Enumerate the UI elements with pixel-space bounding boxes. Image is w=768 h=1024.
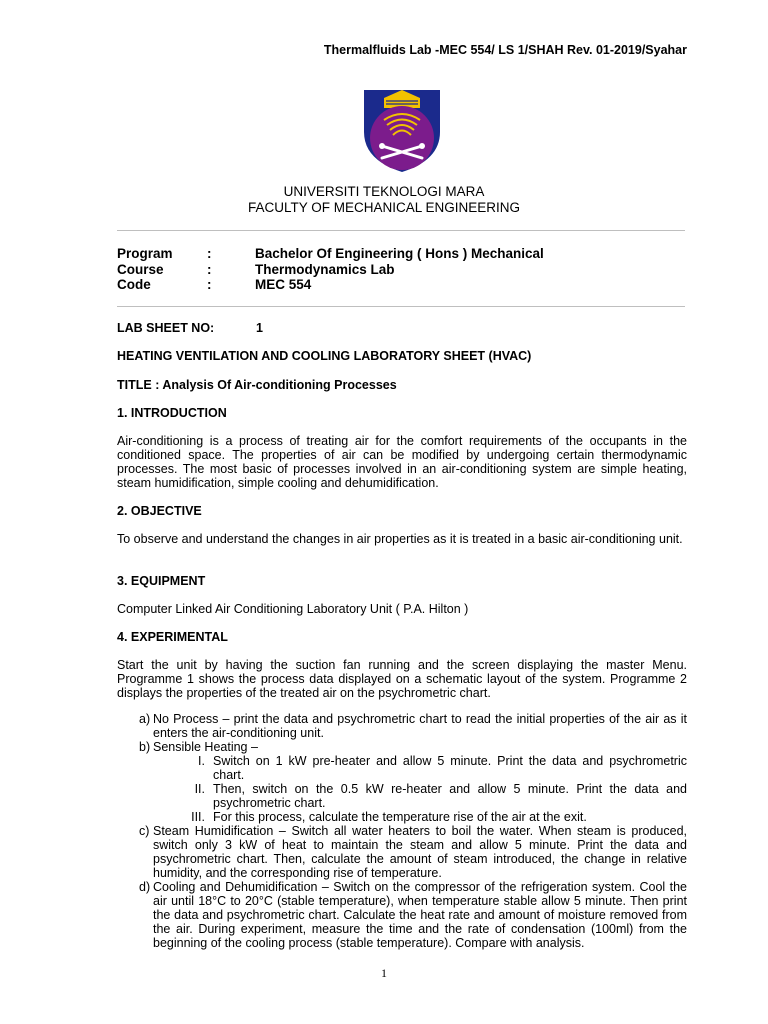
code-value: MEC 554 — [255, 277, 312, 292]
sub-list-marker: III. — [191, 810, 205, 824]
code-row — [117, 277, 685, 293]
sub-list — [153, 754, 687, 824]
sub-list-item — [153, 782, 687, 810]
experimental-heading: 4. EXPERIMENTAL — [117, 630, 228, 644]
lab-sheet-number: 1 — [256, 321, 263, 335]
lab-sheet-line — [117, 321, 687, 335]
list-item-text: Steam Humidification – Switch all water heaters to boil the water. When steam is produced, switch only 3 kW of heat to maintain the steam and allow 5 minute. Print the data and psychrometric chart. Then, calculate the amount of steam introduced, the change in relative humidity, and the corresponding rise of temperature. — [153, 824, 687, 880]
university-heading — [0, 184, 768, 216]
introduction-body: Air-conditioning is a process of treating air for the comfort requirements of the occupants in the conditioned space. The properties of air can be modified by undergoing certain thermodynamic processes. The most basic of processes involved in an air-conditioning system are simple heating, steam humidification, simple cooling and dehumidification. — [117, 434, 687, 490]
sub-list-text: Then, switch on the 0.5 kW re-heater and allow 5 minute. Print the data and psychrometric chart. — [213, 782, 687, 810]
list-item — [117, 824, 687, 880]
objective-body: To observe and understand the changes in air properties as it is treated in a basic air-conditioning unit. — [117, 532, 683, 546]
code-colon: : — [207, 277, 212, 292]
uitm-crest-icon — [362, 88, 442, 174]
sub-list-marker: II. — [194, 782, 205, 796]
list-item-marker: b) — [139, 740, 151, 754]
introduction-heading: 1. INTRODUCTION — [117, 406, 227, 420]
document-title: TITLE : Analysis Of Air-conditioning Processes — [117, 378, 397, 392]
list-item-marker: a) — [139, 712, 151, 726]
list-item-text: Cooling and Dehumidification – Switch on the compressor of the refrigeration system. Cool the air until 18°C to 20°C (stable temperature), when temperature stable allow 5 minute. Then print the data and psychrometric chart. Calculate the heat rate and amount of moisture removed from the air. During experiment, measure the time and the rate of condensation (100ml) from the beginning of the cooling process (stable temperature). Compare with analysis. — [153, 880, 687, 950]
sub-list-text: Switch on 1 kW pre-heater and allow 5 minute. Print the data and psychrometric chart. — [213, 754, 687, 782]
sub-list-marker: I. — [198, 754, 205, 768]
document-code-header: Thermalfluids Lab -MEC 554/ LS 1/SHAH Rev. 01-2019/Syahar — [323, 43, 687, 57]
sub-list-item — [153, 754, 687, 782]
lab-sheet-label: LAB SHEET NO: — [117, 321, 215, 335]
equipment-body: Computer Linked Air Conditioning Laboratory Unit ( P.A. Hilton ) — [117, 602, 469, 616]
procedure-list — [117, 712, 687, 950]
course-value: Thermodynamics Lab — [255, 261, 395, 277]
course-row — [117, 262, 685, 278]
objective-heading: 2. OBJECTIVE — [117, 504, 202, 518]
sheet-title: HEATING VENTILATION AND COOLING LABORATORY SHEET (HVAC) — [117, 349, 532, 363]
list-item-text: Sensible Heating – — [153, 740, 258, 754]
code-label: Code — [117, 277, 151, 292]
divider-top — [117, 230, 685, 231]
experimental-body: Start the unit by having the suction fan running and the screen displaying the master Menu. Programme 1 shows the process data displayed on a schematic layout of the system. Programme 2 displays the properties of the treated air on the psychrometric chart. — [117, 658, 687, 700]
university-name: UNIVERSITI TEKNOLOGI MARA — [283, 184, 485, 199]
divider-bottom — [117, 306, 685, 307]
list-item — [117, 880, 687, 950]
faculty-name: FACULTY OF MECHANICAL ENGINEERING — [247, 200, 521, 215]
sub-list-text: For this process, calculate the temperature rise of the air at the exit. — [213, 810, 587, 824]
list-item — [117, 712, 687, 740]
list-item-marker: c) — [139, 824, 150, 838]
page-number: 1 — [381, 966, 387, 980]
equipment-heading: 3. EQUIPMENT — [117, 574, 206, 588]
sub-list-item — [153, 810, 687, 824]
program-row — [117, 246, 685, 262]
list-item — [117, 740, 687, 824]
program-info-table — [117, 246, 685, 293]
list-item-text: No Process – print the data and psychrometric chart to read the initial properties of the air as it enters the air-conditioning unit. — [153, 712, 687, 740]
program-colon: : — [207, 246, 212, 261]
list-item-marker: d) — [139, 880, 151, 894]
program-label: Program — [117, 246, 173, 261]
course-label: Course — [117, 261, 164, 277]
program-value: Bachelor Of Engineering ( Hons ) Mechanical — [255, 246, 544, 261]
course-colon: : — [207, 261, 212, 277]
